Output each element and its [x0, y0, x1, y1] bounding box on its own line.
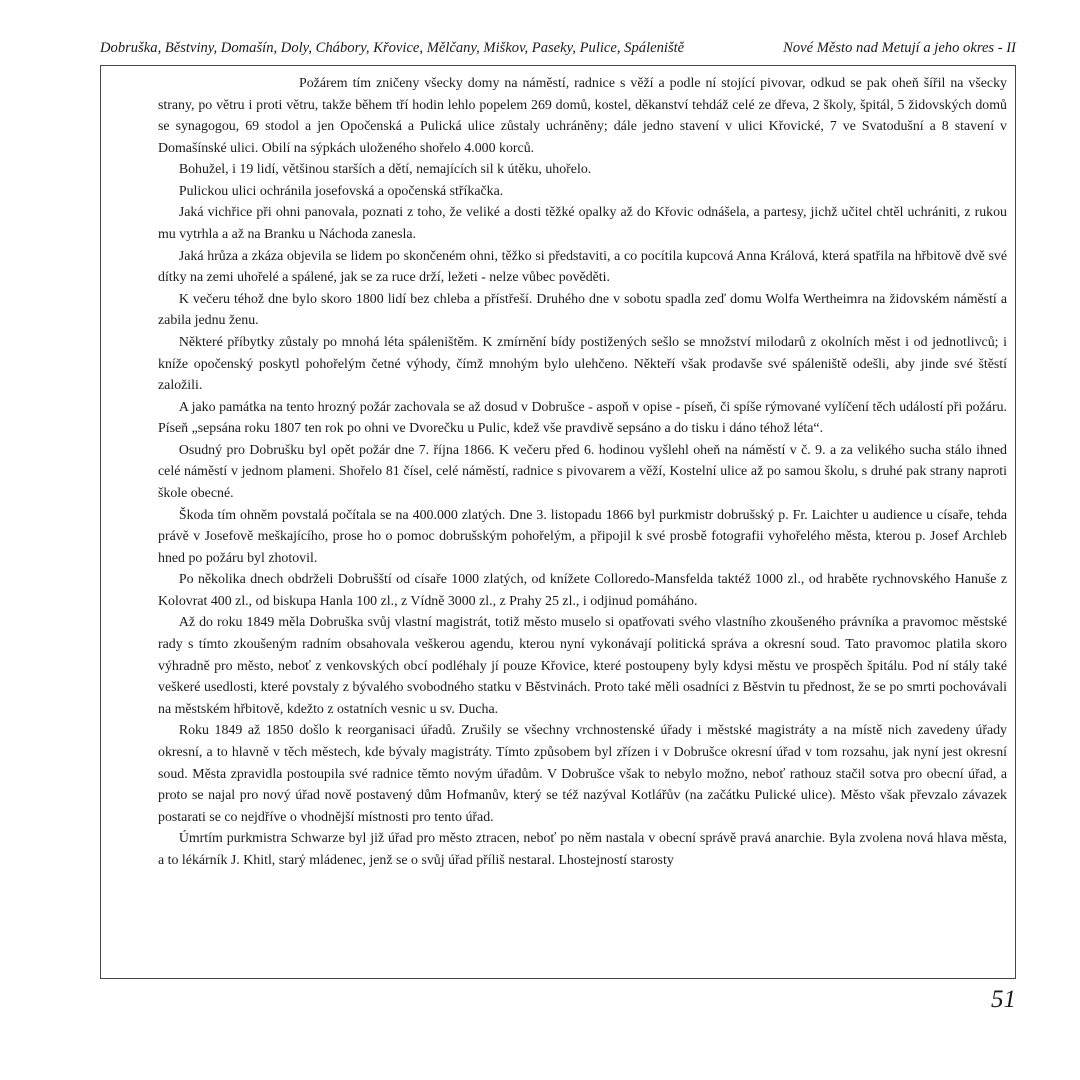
body-text — [158, 73, 1007, 871]
header-book-section: Dobruška, Běstviny, Domašín, Doly, Chábory, Křovice, Mělčany, Miškov, Paseky, Pulice, Spáleniště — [100, 40, 685, 56]
paragraph: Až do roku 1849 měla Dobruška svůj vlastní magistrát, totiž město muselo si opatřovati svého vlastního zkoušeného právníka a pravomoc městské rady s tímto zkoušeným radním obsahovala veškerou agendu, kterou nyní vykonávají politická správa a okresní soud. Tato pravomoc platila skoro výhradně pro město, neboť z venkovských obcí podléhaly jí pouze Křovice, které postoupeny byly kdysi městu ve prospěch špitálu. Pod ní stály také veškeré usedlosti, které povstaly z bývalého svobodného statku v Běstvinách. Proto také měli osadníci z Běstvin tu přednost, že se po smrti pochovávali na městském hřbitově, kdežto z ostatních vesnic u sv. Ducha. — [158, 615, 1007, 717]
paragraph: Bohužel, i 19 lidí, většinou starších a dětí, nemajících sil k útěku, uhořelo. — [178, 162, 592, 178]
header-book-title: Nové Město nad Metují a jeho okres - II — [783, 40, 1016, 56]
paragraph: K večeru téhož dne bylo skoro 1800 lidí bez chleba a přístřeší. Druhého dne v sobotu spadla zeď domu Wolfa Wertheimra na židovském náměstí a zabila jednu ženu. — [158, 291, 1007, 329]
paragraph: Jaká hrůza a zkáza objevila se lidem po skončeném ohni, těžko si představiti, a co pocítila kupcová Anna Králová, která spatřila na hřbitově dvě své dítky na zemi uhořelé a spálené, jak se za ruce drží, ležeti - nelze vůbec pověděti. — [158, 248, 1007, 286]
running-header — [96, 38, 1020, 58]
paragraph: Jaká vichřice při ohni panovala, poznati z toho, že veliké a dosti těžké opalky až do Křovic odnášela, a partesy, jichž učitel chtěl uchrániti, z rukou mu vytrhla a až na Branku u Náchoda zanesla. — [158, 205, 1007, 243]
paragraph: A jako památka na tento hrozný požár zachovala se až dosud v Dobrušce - aspoň v opise - píseň, či spíše rýmované vylíčení těch událostí při požáru. Píseň „sepsána roku 1807 ten rok po ohni ve Dvorečku u Pulic, kdež vše pravdivě sepsáno a do tisku i dáno téhož léta“. — [158, 399, 1007, 437]
paragraph: Úmrtím purkmistra Schwarze byl již úřad pro město ztracen, neboť po něm nastala v obecní správě pravá anarchie. Byla zvolena nová hlava města, a to lékárník J. Khitl, starý mládenec, jenž se o svůj úřad příliš nestaral. Lhostejností starosty — [158, 831, 1007, 868]
paragraph: Škoda tím ohněm povstalá počítala se na 400.000 zlatých. Dne 3. listopadu 1866 byl purkmistr dobrušský p. Fr. Laichter u audience u císaře, tehda právě v Josefově meškajícího, prose ho o pomoc dobrušským pohořelým, a připojil k své prosbě fotografii vyhořelého města, kterou p. Josef Archleb hned po požáru byl zhotovil. — [158, 507, 1007, 566]
paragraph: Osudný pro Dobrušku byl opět požár dne 7. října 1866. K večeru před 6. hodinou vyšlehl oheň na náměstí v č. 9. a za velikého sucha stálo ihned celé náměstí v jednom plameni. Shořelo 81 čísel, celé náměstí, radnice s pivovarem a věží, Kostelní ulice až po samou školu, s druhé pak strany naproti škole obecné. — [158, 442, 1007, 501]
paragraph: Roku 1849 až 1850 došlo k reorganisaci úřadů. Zrušily se všechny vrchnostenské úřady i městské magistráty a na místě nich zavedeny úřady okresní, a to hlavně v těch městech, kde bývaly magistráty. Tímto způsobem byl zřízen i v Dobrušce okresní úřad v tom rozsahu, jak nyní jest okresní soud. Města zpravidla postoupila své radnice těmto novým úřadům. V Dobrušce však to nebylo možno, neboť rathouz stačil sotva pro obecní úřad, a proto se najal pro nový úřad nově postavený dům Hofmanův, který se též nazýval Kotlářův (na začátku Pulické ulice). Město však převzalo závazek postarati se co nejdříve o vhodnější místnosti pro tento úřad. — [158, 723, 1007, 825]
paragraph: Požárem tím zničeny všecky domy na náměstí, radnice s věží a podle ní stojící pivovar, odkud se pak oheň šířil na všecky strany, po větru i proti větru, takže během tří hodin lehlo popelem 269 domů, kostel, děkanství tehdáž celé ze dřeva, 2 školy, špitál, 5 židovských domů se synagogou, 69 stodol a jen Opočenská a Pulická ulice zůstaly uchráněny; dále jedno stavení v ulici Křovické, 7 ve Svatodušní a 8 stavení v Domašínské ulici. Obilí na sýpkách uloženého shořelo 4.000 korců. — [158, 76, 1007, 156]
paragraph: Po několika dnech obdrželi Dobrušští od císaře 1000 zlatých, od knížete Colloredo-Mansfelda taktéž 1000 zl., od hraběte rychnovského Hanuše z Kolovrat 400 zl., od biskupa Hanla 100 zl., z Vídně 3000 zl., z Prahy 25 zl., i odjinud pomáháno. — [158, 572, 1007, 609]
paragraph: Některé příbytky zůstaly po mnohá léta spáleništěm. K zmírnění bídy postižených sešlo se množství milodarů z okolních měst i od jednotlivců; i kníže opočenský poskytl pohořelým četné výhody, čímž mnohým bylo ulehčeno. Někteří však prodavše své spáleniště odešli, aby jinde své štěstí založili. — [158, 334, 1007, 394]
page-number: 51 — [991, 986, 1016, 1013]
paragraph: Pulickou ulici ochránila josefovská a opočenská stříkačka. — [178, 183, 504, 199]
